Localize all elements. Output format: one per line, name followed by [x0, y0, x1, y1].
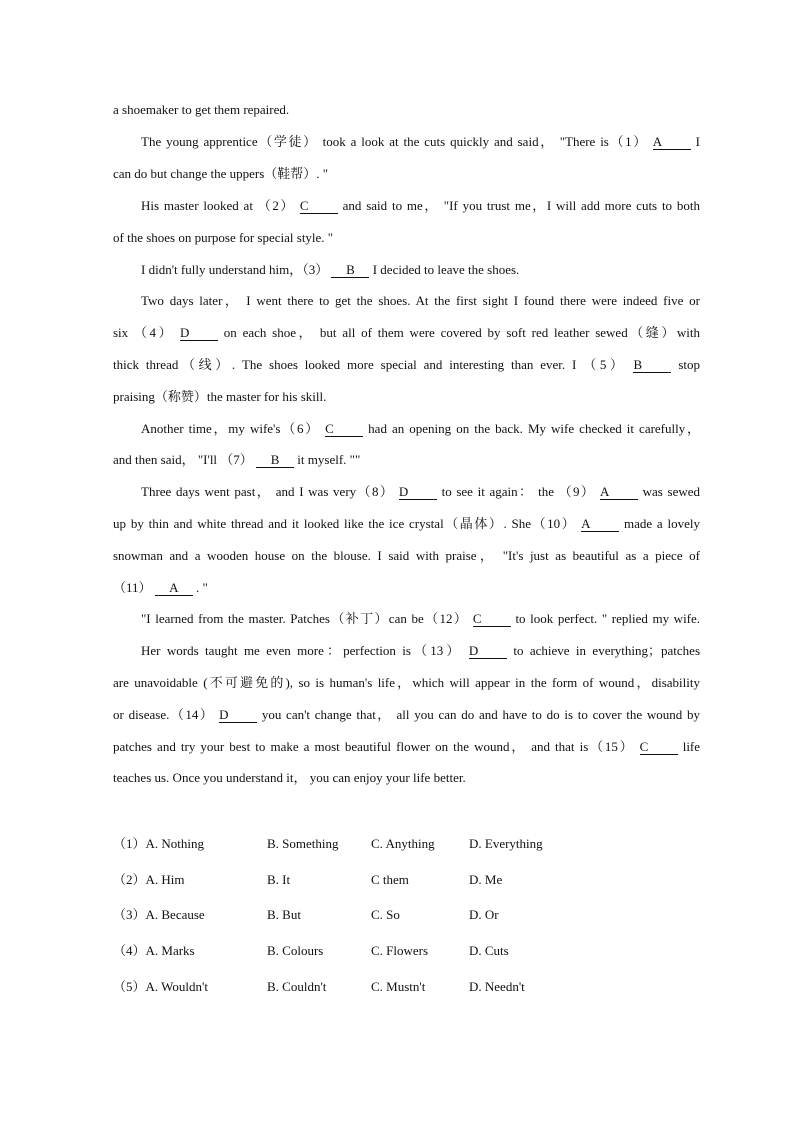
answer-blank-5: B: [633, 358, 671, 373]
passage-line: [113, 579, 700, 597]
answer-blank-10: A: [581, 517, 619, 532]
option-b: B. Colours: [267, 943, 324, 958]
option-c: C. So: [371, 907, 400, 922]
passage-line: [141, 292, 700, 310]
passage-text: a shoemaker to get them repaired.: [113, 102, 290, 117]
passage-text: and then said， "I'll （7）: [113, 452, 253, 467]
passage-text: to look perfect. " replied my wife.: [515, 611, 701, 626]
passage-text: it myself. "": [297, 452, 361, 467]
option-d: D. Me: [469, 872, 503, 887]
passage-line: [141, 610, 700, 628]
passage-text: can do but change the uppers（鞋帮）. ": [113, 166, 329, 181]
option-b: B. It: [267, 872, 291, 887]
passage-text: （11）: [113, 580, 152, 595]
option-a: （3）A. Because: [113, 907, 205, 922]
answer-blank-13: D: [469, 644, 507, 659]
answer-blank-8: D: [399, 485, 437, 500]
option-d: D. Cuts: [469, 943, 509, 958]
passage-text: stop: [678, 357, 700, 372]
passage-line: [141, 483, 700, 501]
passage-text: had an opening on the back. My wife checked it carefully，: [368, 421, 701, 436]
passage-text: was sewed: [642, 484, 700, 499]
passage-text: The young apprentice（学徒） took a look at the cuts quickly and said， "There is（1）: [141, 134, 648, 149]
passage-text: up by thin and white thread and it looked like the ice crystal（晶体）. She（10）: [113, 516, 577, 531]
answer-blank-11: A: [155, 581, 193, 596]
passage-text: I decided to leave the shoes.: [372, 262, 520, 277]
passage-text: "I learned from the master. Patches（补丁）can be（12）: [141, 611, 469, 626]
option-c: C. Mustn't: [371, 979, 426, 994]
passage-line: [113, 769, 700, 787]
passage-text: praising（称赞）the master for his skill.: [113, 389, 327, 404]
passage-text: snowman and a wooden house on the blouse. I said with praise， "It's just as beautiful as a piece of: [113, 548, 700, 563]
option-d: D. Needn't: [469, 979, 525, 994]
passage-text: patches and try your best to make a most beautiful flower on the wound， and that is（15）: [113, 739, 635, 754]
passage-text: to see it again： the （9）: [441, 484, 596, 499]
option-a: （5）A. Wouldn't: [113, 979, 208, 994]
answer-blank-12: C: [473, 612, 511, 627]
passage-text: Three days went past， and I was very（8）: [141, 484, 395, 499]
answer-blank-4: D: [180, 326, 218, 341]
option-b: B. But: [267, 907, 301, 922]
passage-line: [113, 515, 700, 533]
option-c: C. Anything: [371, 836, 435, 851]
option-a: （2）A. Him: [113, 872, 185, 887]
answer-blank-2: C: [300, 199, 338, 214]
option-a: （4）A. Marks: [113, 943, 195, 958]
answer-blank-1: A: [653, 135, 691, 150]
passage-line: [141, 197, 700, 215]
answer-blank-9: A: [600, 485, 638, 500]
option-c: C them: [371, 872, 409, 887]
passage-text: . ": [196, 580, 208, 595]
passage-text: to achieve in everything；patches: [513, 643, 701, 658]
passage-line: [113, 674, 700, 692]
passage-text: teaches us. Once you understand it， you can enjoy your life better.: [113, 770, 466, 785]
passage-text: life: [682, 739, 701, 754]
passage-line: [113, 165, 700, 183]
passage-text: thick thread（线）. The shoes looked more special and interesting than ever. I （5）: [113, 357, 627, 372]
passage-text: Two days later， I went there to get the shoes. At the first sight I found there were indeed five or: [141, 293, 700, 308]
passage-text: six （4）: [113, 325, 175, 340]
passage-line: [113, 706, 700, 724]
option-d: D. Everything: [469, 836, 543, 851]
passage-text: Another time，my wife's（6）: [141, 421, 321, 436]
passage-line: [141, 133, 700, 151]
passage-line: [113, 451, 700, 469]
passage-text: I: [695, 134, 701, 149]
answer-blank-6: C: [325, 422, 363, 437]
passage-text: His master looked at （2）: [141, 198, 295, 213]
passage-line: [113, 738, 700, 756]
passage-line: [113, 324, 700, 342]
passage-text: are unavoidable (不可避免的), so is human's life，which will appear in the form of wound，disability: [113, 675, 700, 690]
passage-text: made a lovely: [623, 516, 701, 531]
passage-text: and said to me， "If you trust me，I will add more cuts to both: [342, 198, 700, 213]
answer-blank-15: C: [640, 740, 678, 755]
passage-line: [141, 261, 700, 279]
passage-line: [141, 420, 700, 438]
answer-blank-14: D: [219, 708, 257, 723]
passage-line: [141, 642, 700, 660]
passage-line: [113, 388, 700, 406]
passage-text: on each shoe， but all of them were covered by soft red leather sewed（缝）with: [223, 325, 701, 340]
passage-text: or disease.（14）: [113, 707, 215, 722]
passage-text: of the shoes on purpose for special style. ": [113, 230, 334, 245]
option-c: C. Flowers: [371, 943, 429, 958]
answer-blank-3: B: [331, 263, 369, 278]
passage-text: I didn't fully understand him，（3）: [141, 262, 329, 277]
option-a: （1）A. Nothing: [113, 836, 205, 851]
passage-text: you can't change that， all you can do and have to do is to cover the wound by: [261, 707, 701, 722]
option-b: B. Something: [267, 836, 339, 851]
passage-line: [113, 547, 700, 565]
passage-line: [113, 101, 700, 119]
option-b: B. Couldn't: [267, 979, 327, 994]
passage-line: [113, 356, 700, 374]
answer-blank-7: B: [256, 453, 294, 468]
passage-line: [113, 229, 700, 247]
option-d: D. Or: [469, 907, 499, 922]
passage-text: Her words taught me even more：perfection is（13）: [141, 643, 463, 658]
